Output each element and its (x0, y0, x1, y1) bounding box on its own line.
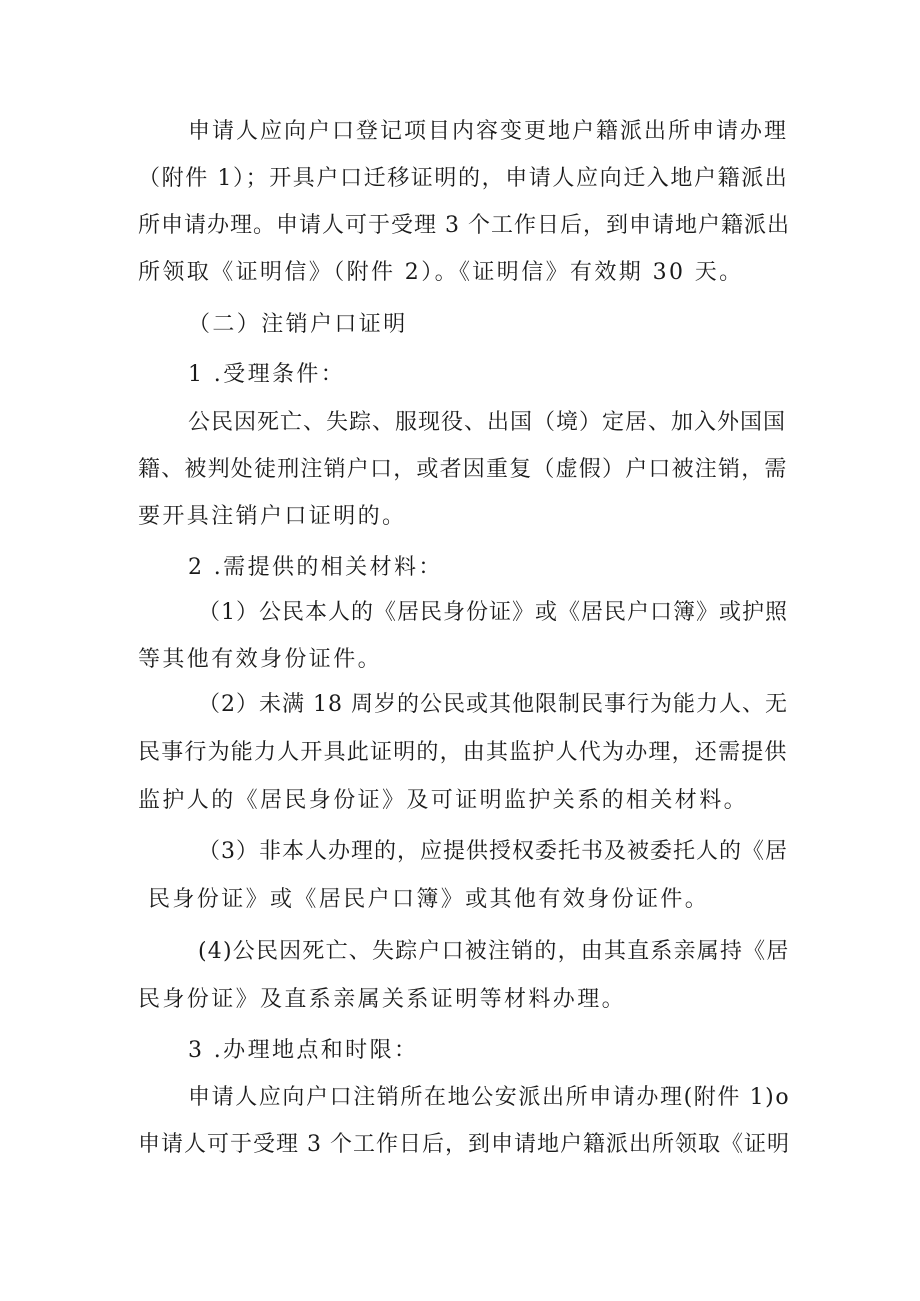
list-item-line: （2）未满 18 周岁的公民或其他限制民事行为能力人、无 (198, 692, 788, 717)
paragraph-line: 籍、被判处徒刑注销户口，或者因重复（虚假）户口被注销，需 (138, 457, 788, 482)
paragraph-line: 申请人应向户口注销所在地公安派出所申请办理(附件 1)o (188, 1085, 791, 1110)
paragraph-line: （附件 1）；开具户口迁移证明的，申请人应向迁入地户籍派出 (138, 166, 789, 191)
subsection-heading: 2 .需提供的相关材料： (188, 555, 443, 580)
list-item-line: 监护人的《居民身份证》及可证明监护关系的相关材料。 (138, 788, 749, 813)
paragraph-line: 所申请办理。申请人可于受理 3 个工作日后，到申请地户籍派出 (138, 213, 790, 238)
subsection-heading: 1 .受理条件： (188, 362, 346, 387)
paragraph-line: 所领取《证明信》（附件 2）。《证明信》有效期 30 天。 (138, 260, 744, 285)
paragraph-line: 要开具注销户口证明的。 (138, 504, 407, 529)
paragraph-line: 申请人应向户口登记项目内容变更地户籍派出所申请办理 (188, 119, 789, 144)
paragraph-line: 公民因死亡、失踪、服现役、出国（境）定居、加入外国国 (188, 410, 787, 435)
paragraph-line: 申请人可于受理 3 个工作日后，到申请地户籍派出所领取《证明 (138, 1132, 790, 1157)
list-item-line: 民身份证》及直系亲属关系证明等材料办理。 (138, 987, 627, 1012)
list-item-line: 民事行为能力人开具此证明的，由其监护人代为办理，还需提供 (138, 740, 788, 765)
subsection-heading: 3 .办理地点和时限： (188, 1038, 419, 1063)
section-heading: （二）注销户口证明 (188, 312, 408, 337)
list-item-line: （1）公民本人的《居民身份证》或《居民户口簿》或护照 (198, 600, 788, 625)
list-item-line: (4)公民因死亡、失踪户口被注销的，由其直系亲属持《居 (198, 939, 790, 964)
list-item-line: （3）非本人办理的，应提供授权委托书及被委托人的《居 (198, 839, 788, 864)
list-item-line: 等其他有效身份证件。 (138, 647, 383, 672)
list-item-line: 民身份证》或《居民户口簿》或其他有效身份证件。 (148, 887, 710, 912)
